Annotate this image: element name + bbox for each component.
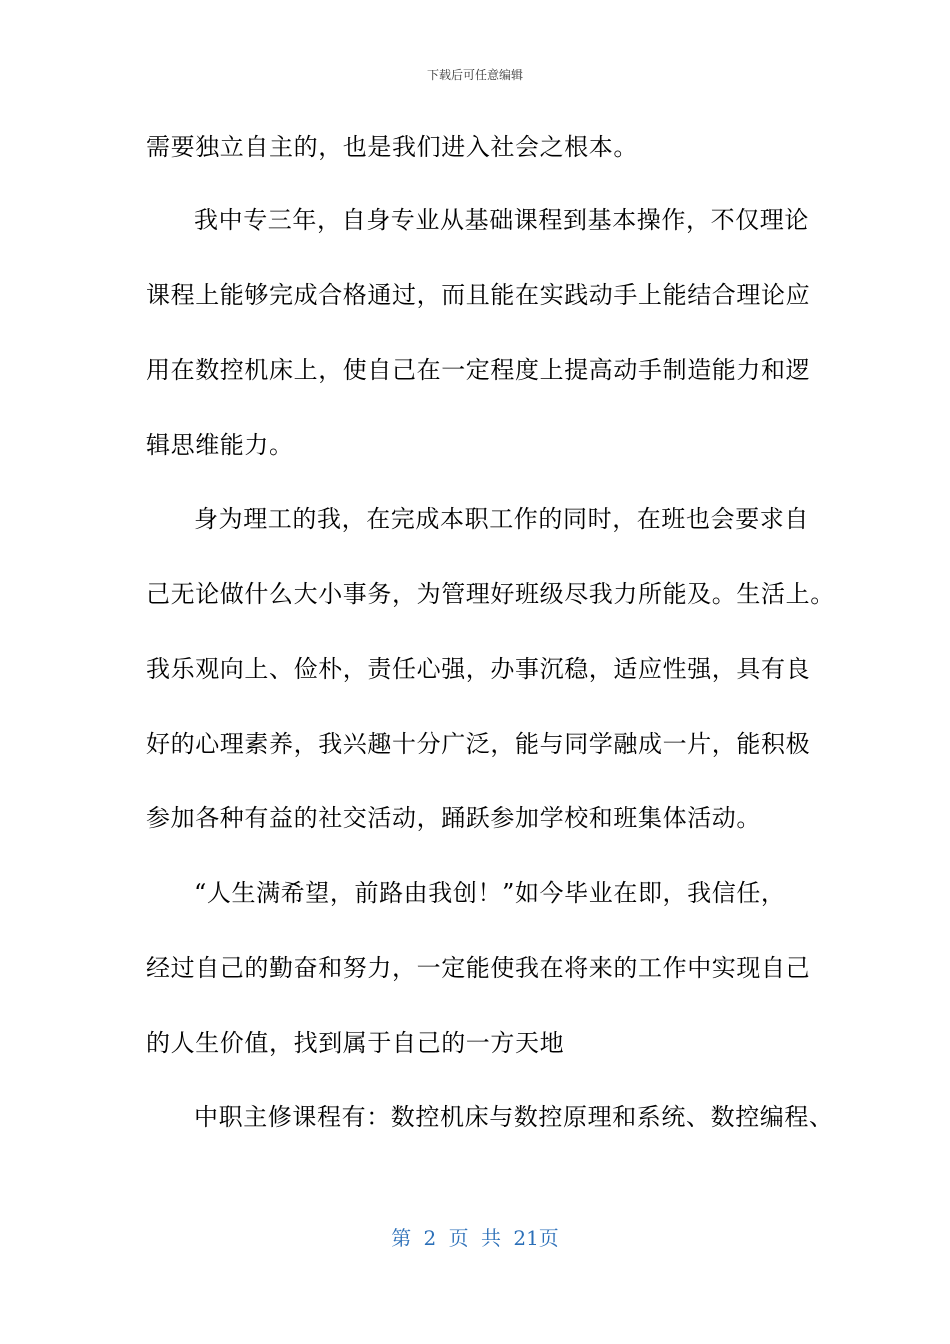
paragraph-first-line: 身为理工的我，在完成本职工作的同时，在班也会要求自 — [194, 505, 809, 533]
text-line: 经过自己的勤奋和努力，一定能使我在将来的工作中实现自己 — [146, 954, 811, 982]
paragraph-first-line: 我中专三年，自身专业从基础课程到基本操作，不仅理论 — [194, 206, 809, 234]
text-line: 用在数控机床上，使自己在一定程度上提高动手制造能力和逻 — [146, 356, 811, 384]
text-line: 需要独立自主的，也是我们进入社会之根本。 — [146, 133, 638, 161]
text-line: 课程上能够完成合格通过，而且能在实践动手上能结合理论应 — [146, 281, 811, 309]
page-header: 下载后可任意编辑 — [426, 68, 523, 82]
paragraph-first-line: 中职主修课程有：数控机床与数控原理和系统、数控编程、 — [194, 1103, 834, 1131]
text-line: 好的心理素养，我兴趣十分广泛，能与同学融成一片，能积极 — [146, 730, 811, 758]
text-line: 的人生价值，找到属于自己的一方天地 — [146, 1029, 565, 1057]
text-line: 参加各种有益的社交活动，踊跃参加学校和班集体活动。 — [146, 804, 761, 832]
text-line: 我乐观向上、俭朴，责任心强，办事沉稳，适应性强，具有良 — [146, 655, 811, 683]
text-line: 己无论做什么大小事务，为管理好班级尽我力所能及。生活上。 — [146, 580, 835, 608]
page-number-footer: 第 2 页 共 21页 — [391, 1226, 559, 1250]
text-line: 辑思维能力。 — [146, 431, 294, 459]
paragraph-first-line: “人生满希望，前路由我创！”如今毕业在即，我信任， — [194, 879, 786, 907]
